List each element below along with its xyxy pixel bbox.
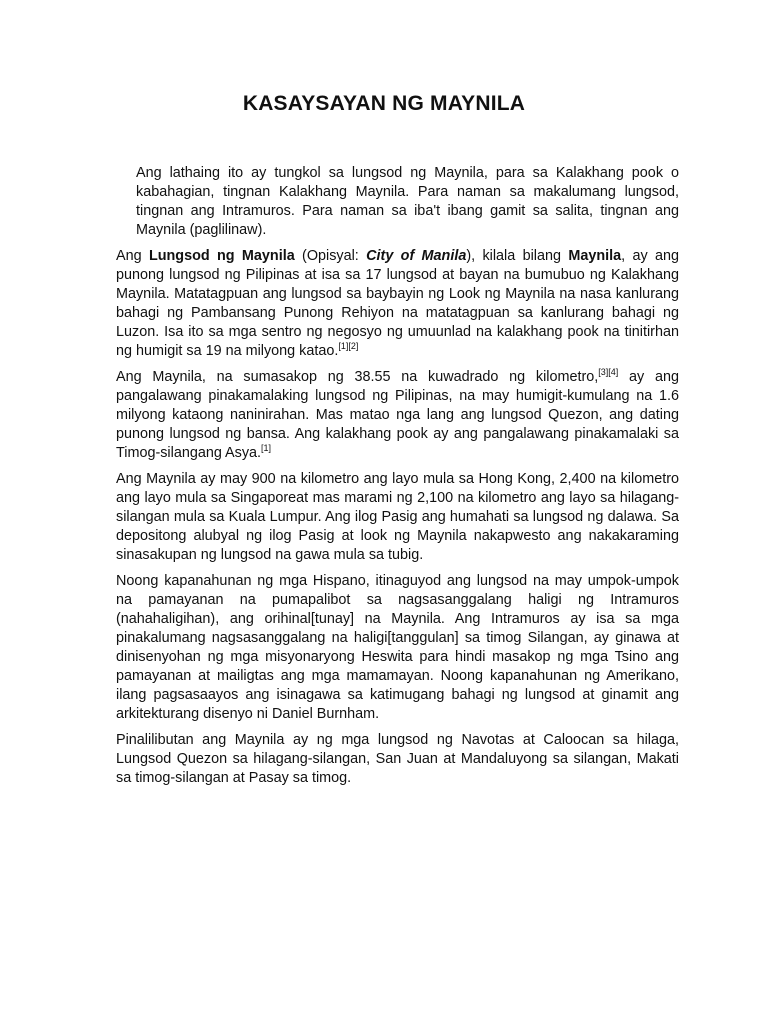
p2-reference-1: [3][4]	[598, 367, 619, 378]
p1-official-name: City of Manila	[366, 248, 467, 264]
article-body	[116, 164, 679, 795]
p1-bold-city-name: Lungsod ng Maynila	[148, 248, 295, 264]
p1-text-3: ), kilala bilang	[466, 248, 569, 264]
hatnote: Ang lathaing ito ay tungkol sa lungsod ng Maynila, para sa Kalakhang pook o kabahagian, tingnan Kalakhang Maynila. Para naman sa makalumang lungsod, tingnan ang Intramuros. Para naman sa iba't ibang gamit sa salita, tingnan ang Maynila (paglilinaw).	[136, 165, 679, 238]
paragraph-1	[116, 247, 679, 361]
p1-text-2: (Opisyal:	[294, 248, 367, 264]
paragraph-4: Noong kapanahunan ng mga Hispano, itinaguyod ang lungsod na may umpok-umpok na pamayanan na pumapalibot sa nagsasanggalang haligi ng Intramuros (nahahaligihan), ang orihinal[tunay] na Maynila. Ang Intramuros ay isa sa mga pinakalumang nagsasanggalang na haligi[tanggulan] sa timog Silangan, ay ginawa at dinisenyohan ng mga misyonaryong Heswita para hindi masakop ng mga Tsino ang pamayanan at mailigtas ang mga mamamayan. Noong kapanahunan ng Amerikano, ilang pagsasaayos ang isinagawa sa katimugang bahagi ng lungsod at ginamit ang arkitekturang disenyo ni Daniel Burnham.	[116, 573, 679, 722]
p1-bold-maynila: Maynila	[568, 248, 622, 264]
p1-text-4: , ay ang punong lungsod ng Pilipinas at isa sa 17 lungsod at bayan na bumubuo ng Kalakhang Maynila. Matatagpuan ang lungsod sa baybayin ng Look ng Maynila na nasa kanlurang bahagi ng Pambansang Punong Rehiyon na matatagpuan sa kanlurang bahagi ng Luzon. Isa ito sa mga sentro ng negosyo ng umuunlad na kalakhang pook na tinitirhan ng humigit sa 19 na milyong katao.	[116, 248, 679, 359]
paragraph-5: Pinalilibutan ang Maynila ay ng mga lungsod ng Navotas at Caloocan sa hilaga, Lungsod Quezon sa hilagang-silangan, San Juan at Mandaluyong sa silangan, Makati sa timog-silangan at Pasay sa timog.	[116, 732, 679, 786]
paragraph-2	[116, 368, 679, 463]
p2-reference-2: [1]	[261, 443, 272, 454]
paragraph-3: Ang Maynila ay may 900 na kilometro ang layo mula sa Hong Kong, 2,400 na kilometro ang layo mula sa Singaporeat mas marami ng 2,100 na kilometro ang layo sa hilagang-silangan mula sa Kuala Lumpur. Ang ilog Pasig ang humahati sa lungsod ng dalawa. Sa depositong alubyal ng ilog Pasig at look ng Maynila nakapwesto ang nakakaraming sinasakupan ng lungsod na gawa mula sa tubig.	[116, 471, 679, 563]
p2-text-2: ay ang pangalawang pinakamalaking lungsod ng Pilipinas, na may humigit-kumulang na 1.6 milyong kataong naninirahan. Mas matao nga lang ang lungsod Quezon, ang dating punong lungsod ng bansa. Ang kalakhang pook ay ang pangalawang pinakamalaki sa Timog-silangang Asya.	[116, 369, 679, 461]
page-title: KASAYSAYAN NG MAYNILA	[242, 92, 526, 115]
p1-reference: [1][2]	[338, 341, 359, 352]
p1-text-1: Ang	[116, 248, 149, 264]
p2-text-1: Ang Maynila, na sumasakop ng 38.55 na kuwadrado ng kilometro,	[116, 369, 599, 385]
